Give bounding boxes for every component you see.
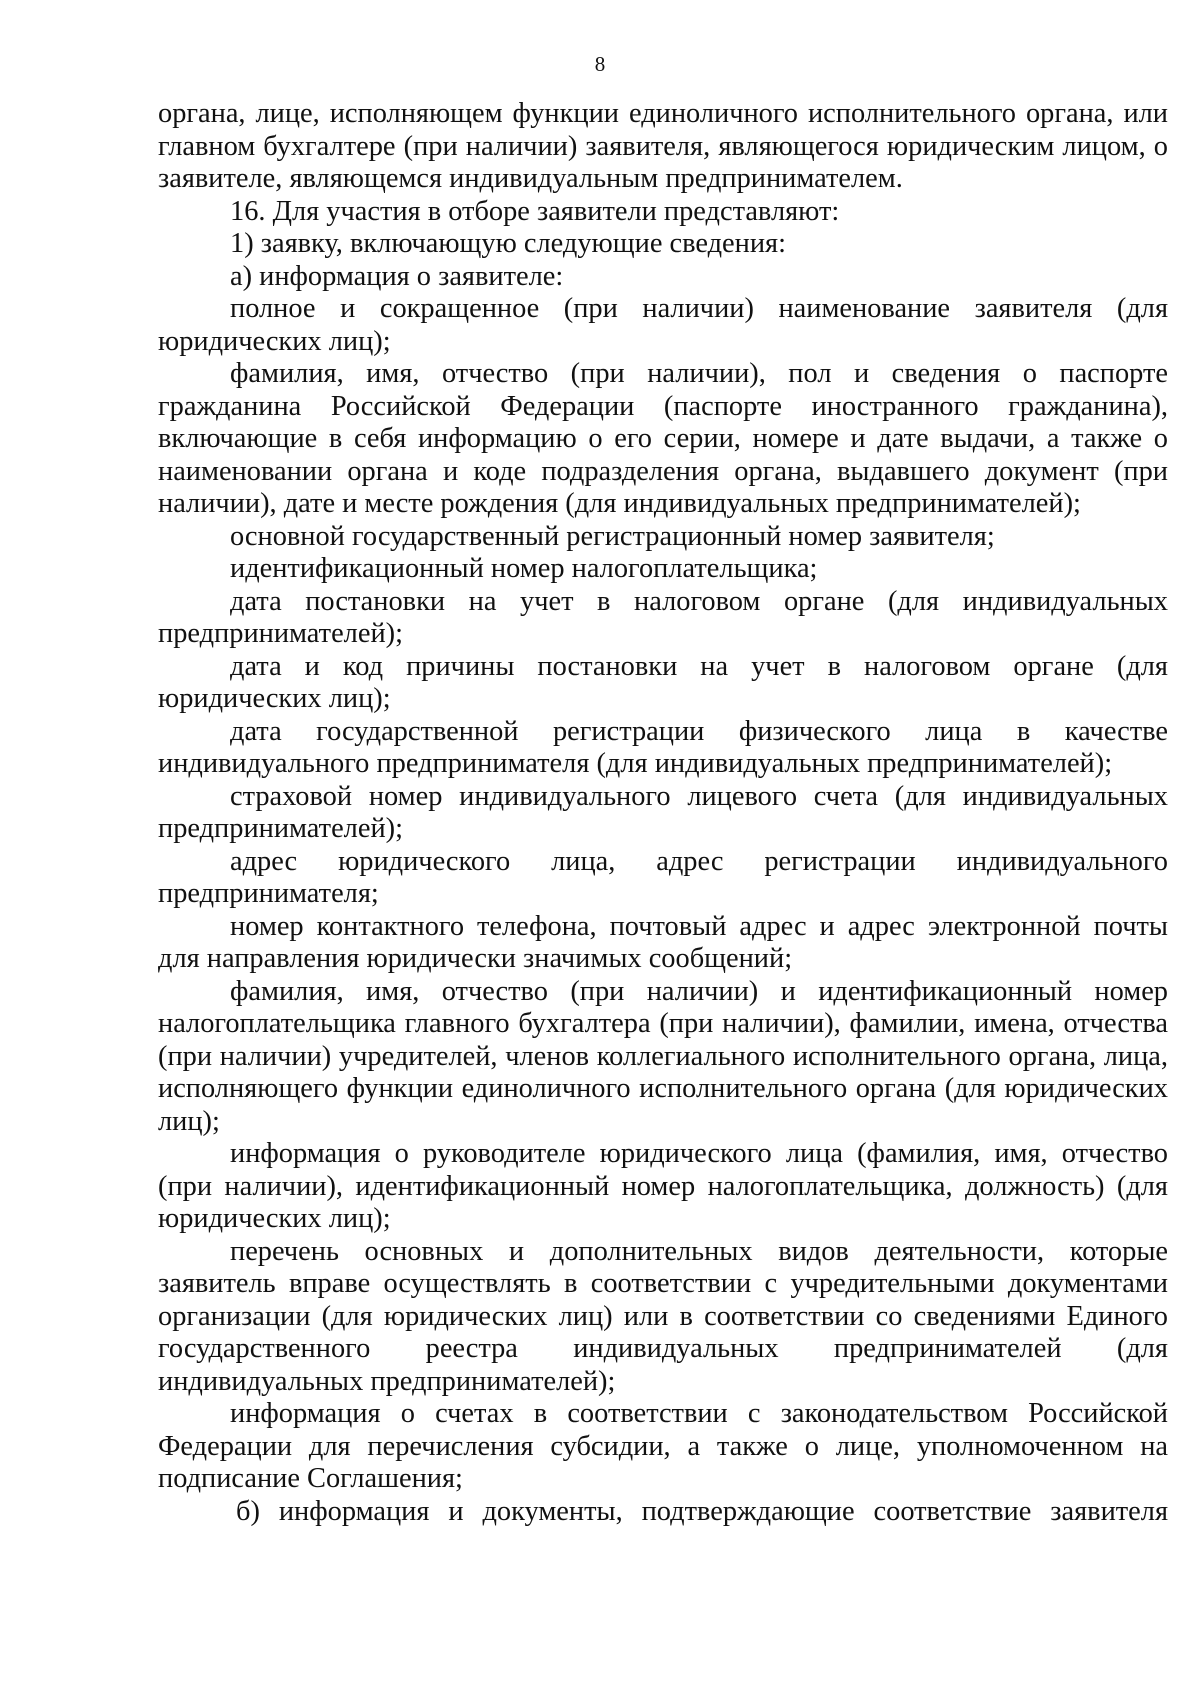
paragraph-subitem-a: а) информация о заявителе: [230, 260, 564, 292]
paragraph-activities: перечень основных и дополнительных видов деятельности, которые заявитель вправе осуществлять в соответствии с учредительными документами организации (для юридических лиц) или в соответствии со сведениями Единого государственного реестра индивидуальных предпринимателей (для индивидуальных предпринимателей); [158, 1235, 1168, 1397]
paragraph-passport: фамилия, имя, отчество (при наличии), пол и сведения о паспорте гражданина Российской Федерации (паспорте иностранного гражданина), включающие в себя информацию о его серии, номере и дате выдачи, а также о наименовании органа и коде подразделения органа, выдавшего документ (при наличии), дате и месте рождения (для индивидуальных предпринимателей); [158, 358, 1168, 519]
paragraph-tax-registration-date: дата постановки на учет в налоговом органе (для индивидуальных предпринимателей); [158, 585, 1168, 649]
page-number: 8 [594, 52, 606, 76]
paragraph-item-16: 16. Для участия в отборе заявители представляют: [230, 195, 840, 227]
paragraph-snils: страховой номер индивидуального лицевого счета (для индивидуальных предпринимателей); [158, 780, 1168, 844]
paragraph-state-registration: дата государственной регистрации физического лица в качестве индивидуального предпринимателя (для индивидуальных предпринимателей); [158, 715, 1168, 779]
paragraph-subitem-b: б) информация и документы, подтверждающие соответствие заявителя [236, 1495, 1168, 1527]
document-body [158, 98, 1168, 1528]
paragraph-accounts: информация о счетах в соответствии с законодательством Российской Федерации для перечисления субсидии, а также о лице, уполномоченном на подписание Соглашения; [158, 1398, 1168, 1494]
paragraph-director: информация о руководителе юридического лица (фамилия, имя, отчество (при наличии), идентификационный номер налогоплательщика, должность) (для юридических лиц); [158, 1138, 1168, 1234]
paragraph-full-name: полное и сокращенное (при наличии) наименование заявителя (для юридических лиц); [158, 293, 1168, 357]
paragraph-contacts: номер контактного телефона, почтовый адрес и адрес электронной почты для направления юридически значимых сообщений; [158, 910, 1168, 974]
paragraph-ogrn: основной государственный регистрационный номер заявителя; [230, 520, 995, 552]
paragraph-subitem-1: 1) заявку, включающую следующие сведения: [230, 228, 786, 259]
paragraph-continuation: органа, лице, исполняющем функции единоличного исполнительного органа, или главном бухгалтере (при наличии) заявителя, являющегося юридическим лицом, о заявителе, являющемся индивидуальным предпринимателем. [158, 98, 1168, 194]
paragraph-kpp: дата и код причины постановки на учет в налоговом органе (для юридических лиц); [158, 650, 1168, 714]
paragraph-inn: идентификационный номер налогоплательщика; [230, 553, 818, 584]
paragraph-founders: фамилия, имя, отчество (при наличии) и идентификационный номер налогоплательщика главного бухгалтера (при наличии), фамилии, имена, отчества (при наличии) учредителей, членов коллегиального исполнительного органа, лица, исполняющего функции единоличного исполнительного органа (для юридических лиц); [158, 975, 1168, 1137]
paragraph-address: адрес юридического лица, адрес регистрации индивидуального предпринимателя; [158, 845, 1168, 909]
